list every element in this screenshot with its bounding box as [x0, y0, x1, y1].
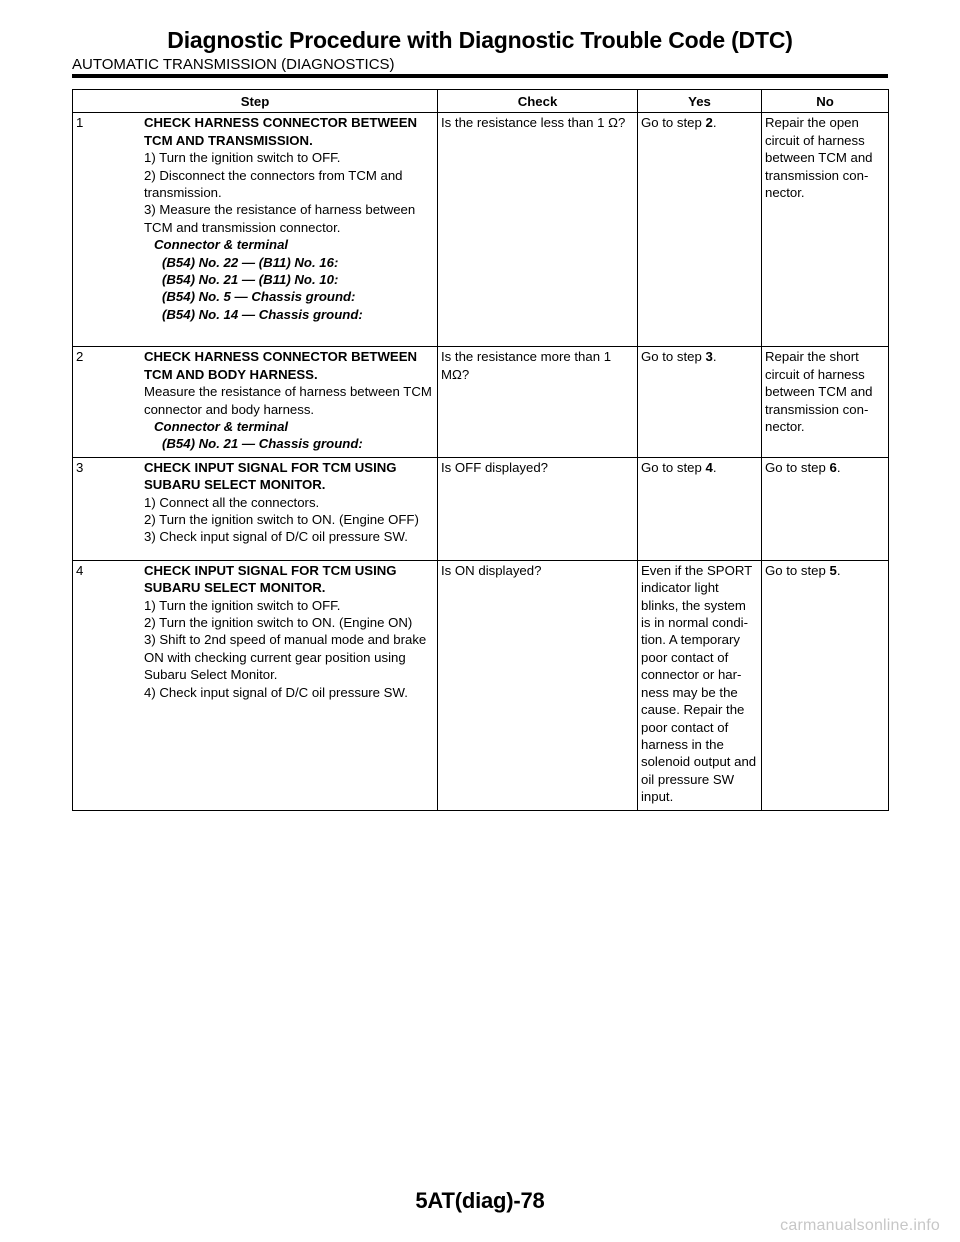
page-title: Diagnostic Procedure with Diagnostic Trouble Code (DTC)	[167, 27, 793, 53]
no-cell-text: Repair the open circuit of harness between TCM and transmission con-nector.	[765, 115, 873, 201]
step-heading: CHECK INPUT SIGNAL FOR TCM USING SUBARU SELECT MONITOR.	[144, 562, 397, 596]
diagnostic-procedure-table	[72, 89, 889, 811]
check-cell: Is ON displayed?	[438, 560, 638, 810]
table-row	[73, 347, 889, 457]
step-cell	[73, 457, 438, 560]
page-number: 5AT(diag)-78	[415, 1188, 545, 1213]
yes-cell	[638, 457, 762, 560]
step-number: 4	[76, 562, 84, 578]
yes-cell	[638, 347, 762, 457]
step-instruction: 2) Disconnect the connectors from TCM and transmission.	[144, 167, 403, 201]
table-header-row	[73, 90, 889, 113]
no-cell	[762, 113, 889, 347]
section-subtitle: AUTOMATIC TRANSMISSION (DIAGNOSTICS)	[72, 56, 395, 73]
check-cell: Is the resistance more than 1 MΩ?	[438, 347, 638, 457]
no-cell-step-number: 6	[829, 459, 837, 475]
yes-cell	[638, 560, 762, 810]
table-body	[73, 113, 889, 810]
yes-cell-text: Even if the SPORT indicator light blinks, the system is in normal condi-tion. A temporary poor contact of connector or har-ness may be the cause. Repair the poor contact of harness in the solenoid output and oil pressure SW input.	[641, 562, 757, 805]
yes-cell-step-number: 3	[705, 349, 713, 365]
yes-cell-suffix: .	[712, 115, 717, 131]
page-header	[72, 26, 888, 74]
step-number: 1	[76, 115, 84, 131]
step-content	[144, 459, 434, 546]
header-rule	[72, 74, 888, 78]
check-cell: Is the resistance less than 1 Ω?	[438, 113, 638, 347]
yes-cell-suffix: .	[712, 459, 717, 475]
terminal-spec: (B54) No. 21 — (B11) No. 10:	[162, 272, 339, 288]
step-instruction: 1) Turn the ignition switch to OFF.	[144, 597, 341, 613]
yes-cell-step-number: 2	[705, 115, 713, 131]
terminal-spec: (B54) No. 14 — Chassis ground:	[162, 306, 363, 322]
step-content	[144, 114, 434, 323]
step-number: 3	[76, 459, 84, 475]
step-instruction: 3) Measure the resistance of harness between TCM and transmission connector.	[144, 202, 416, 235]
no-cell-text: Go to step	[765, 562, 830, 578]
terminal-spec: (B54) No. 21 — Chassis ground:	[162, 436, 363, 452]
no-cell	[762, 560, 889, 810]
yes-cell-suffix: .	[712, 349, 717, 365]
step-heading: CHECK HARNESS CONNECTOR BETWEEN TCM AND TRANSMISSION.	[144, 115, 418, 148]
terminal-spec: (B54) No. 5 — Chassis ground:	[162, 289, 356, 305]
step-instruction: 1) Connect all the connectors.	[144, 494, 320, 510]
yes-cell-text: Go to step	[641, 115, 706, 131]
column-header-yes: Yes	[638, 90, 762, 113]
step-heading: CHECK INPUT SIGNAL FOR TCM USING SUBARU SELECT MONITOR.	[144, 459, 397, 493]
step-instruction: 1) Turn the ignition switch to OFF.	[144, 150, 341, 166]
no-cell	[762, 457, 889, 560]
step-instruction: 3) Check input signal of D/C oil pressure SW.	[144, 529, 408, 545]
connector-label: Connector & terminal	[154, 419, 289, 435]
watermark-text: carmanualsonline.info	[780, 1217, 940, 1234]
table-row	[73, 457, 889, 560]
step-instruction: 3) Shift to 2nd speed of manual mode and brake ON with checking current gear position using Subaru Select Monitor.	[144, 632, 427, 683]
step-content	[144, 348, 434, 452]
step-instruction: 2) Turn the ignition switch to ON. (Engine OFF)	[144, 512, 419, 528]
table-row	[73, 560, 889, 810]
no-cell	[762, 347, 889, 457]
yes-cell-text: Go to step	[641, 349, 706, 365]
no-cell-text: Go to step	[765, 459, 830, 475]
no-cell-suffix: .	[836, 459, 841, 475]
step-cell	[73, 347, 438, 457]
terminal-spec: (B54) No. 22 — (B11) No. 16:	[162, 254, 339, 270]
column-header-check: Check	[438, 90, 638, 113]
table-row	[73, 113, 889, 347]
step-instruction: Measure the resistance of harness between TCM connector and body harness.	[144, 384, 432, 417]
no-cell-suffix: .	[836, 562, 841, 578]
yes-cell	[638, 113, 762, 347]
column-header-step: Step	[73, 90, 438, 113]
step-heading: CHECK HARNESS CONNECTOR BETWEEN TCM AND BODY HARNESS.	[144, 349, 418, 382]
step-instruction: 2) Turn the ignition switch to ON. (Engine ON)	[144, 615, 413, 631]
check-cell: Is OFF displayed?	[438, 457, 638, 560]
column-header-no: No	[762, 90, 889, 113]
connector-label: Connector & terminal	[154, 237, 289, 253]
step-instruction: 4) Check input signal of D/C oil pressure SW.	[144, 684, 408, 700]
yes-cell-step-number: 4	[705, 459, 713, 475]
no-cell-step-number: 5	[829, 562, 837, 578]
step-number: 2	[76, 349, 84, 365]
step-cell	[73, 560, 438, 810]
step-cell	[73, 113, 438, 347]
step-content	[144, 562, 434, 701]
no-cell-text: Repair the short circuit of harness between TCM and transmission con-nector.	[765, 349, 873, 435]
yes-cell-text: Go to step	[641, 459, 706, 475]
